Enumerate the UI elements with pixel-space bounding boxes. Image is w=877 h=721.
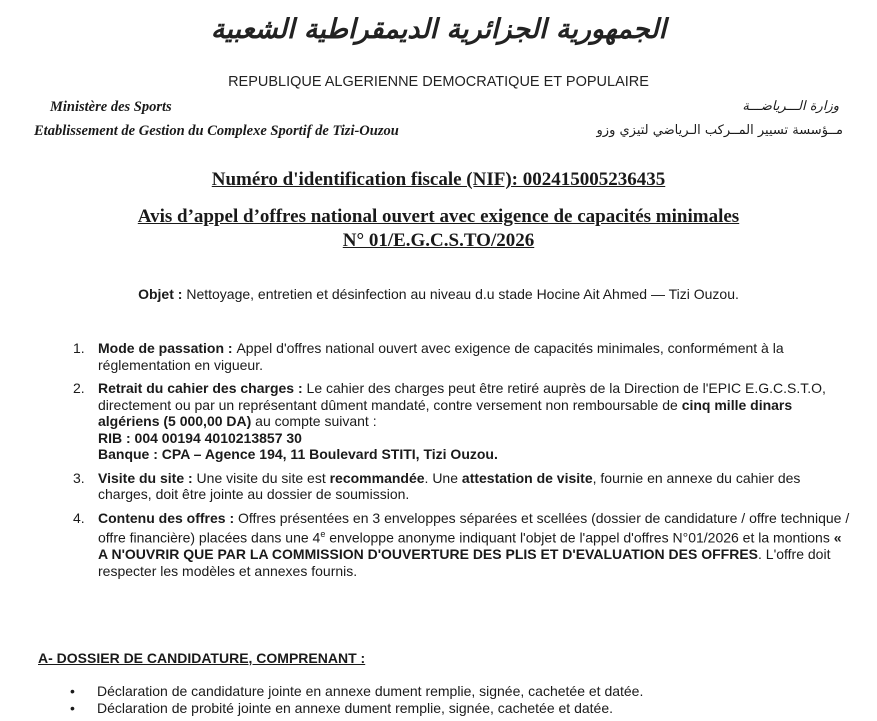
item-emphasis: attestation de visite	[461, 469, 593, 486]
list-item	[70, 700, 643, 717]
item-body: . Une	[424, 469, 462, 486]
item-body: enveloppe anonyme indiquant l'objet de l'appel d'offres N°01/2026 et la montions	[325, 529, 834, 546]
section-a-title: A- DOSSIER DE CANDIDATURE, COMPRENANT :	[38, 650, 366, 666]
objet-label: Objet :	[138, 286, 187, 302]
item-number: 2.	[73, 380, 85, 396]
list-item	[70, 683, 643, 700]
item-body: , fournie en annexe du cahier des charges, doit être jointe au dossier de soumission.	[98, 469, 801, 502]
list-item	[73, 340, 853, 373]
objet-line	[0, 286, 877, 302]
item-number: 4.	[73, 509, 85, 526]
superscript: e	[320, 529, 326, 539]
item-text	[98, 470, 853, 503]
item-number: 1.	[73, 340, 85, 356]
item-body: au compte suivant :	[251, 413, 377, 429]
item-body: Appel d'offres national ouvert avec exigence de capacités minimales, conformément à la réglementation en vigueur.	[98, 340, 784, 373]
item-emphasis: recommandée	[329, 469, 425, 486]
item-label: Visite du site :	[98, 469, 197, 486]
bullet-text: Déclaration de probité jointe en annexe dument remplie, signée, cachetée et datée.	[97, 700, 614, 716]
notice-title: Avis d’appel d’offres national ouvert avec exigence de capacités minimales	[137, 206, 740, 227]
establishment-name-fr: Etablissement de Gestion du Complexe Sportif de Tizi-Ouzou	[34, 123, 399, 139]
ministry-name-ar: وزارة الـــرياضـــة	[742, 99, 839, 114]
french-republic-title: REPUBLIQUE ALGERIENNE DEMOCRATIQUE ET POPULAIRE	[228, 74, 649, 90]
section-a-bullets	[70, 683, 643, 717]
item-body: . L'offre doit respecter les modèles et annexes fournis.	[98, 546, 831, 579]
list-item	[73, 380, 853, 463]
nif-heading: Numéro d'identification fiscale (NIF): 002415005236435	[211, 169, 666, 190]
list-item	[73, 510, 853, 580]
item-label: Retrait du cahier des charges :	[98, 380, 307, 396]
item-text	[98, 340, 853, 373]
bank-line: Banque : CPA – Agence 194, 11 Boulevard STITI, Tizi Ouzou.	[98, 446, 498, 462]
item-label: Contenu des offres :	[98, 509, 239, 526]
bullet-dot: •	[70, 683, 75, 699]
ministry-name-fr: Ministère des Sports	[50, 99, 172, 115]
conditions-list	[73, 340, 853, 586]
notice-number: N° 01/E.G.C.S.TO/2026	[342, 230, 535, 251]
rib-line: RIB : 004 00194 4010213857 30	[98, 429, 302, 446]
bullet-dot: •	[70, 700, 75, 716]
establishment-name-ar: مــؤسسة تسيير المــركب الـرياضي لتيزي وزو	[596, 123, 843, 138]
item-body: Le cahier des charges peut être retiré auprès de la Direction de l'EPIC E.G.C.S.T.O, directement ou par un représentant dûment mandaté, contre versement non remboursable de	[98, 380, 826, 413]
item-number: 3.	[73, 469, 85, 486]
item-body: Offres présentées en 3 enveloppes séparées et scellées (dossier de candidature / offre technique / offre financière) placées dans une 4	[98, 509, 850, 546]
objet-text: Nettoyage, entretien et désinfection au niveau d.u stade Hocine Ait Ahmed — Tizi Ouzou.	[186, 286, 739, 302]
item-text	[98, 510, 853, 580]
item-emphasis: « A N'OUVRIR QUE PAR LA COMMISSION D'OUVERTURE DES PLIS ET D'EVALUATION DES OFFRES	[98, 529, 842, 563]
list-item	[73, 470, 853, 503]
fee-amount: cinq mille dinars algériens (5 000,00 DA)	[98, 396, 793, 429]
bullet-text: Déclaration de candidature jointe en annexe dument remplie, signée, cachetée et datée.	[97, 683, 644, 699]
item-text	[98, 380, 853, 463]
arabic-republic-title: الجمهورية الجزائرية الديمقراطية الشعبية	[210, 14, 667, 45]
item-body: Une visite du site est	[196, 469, 330, 486]
item-label: Mode de passation :	[98, 340, 237, 356]
